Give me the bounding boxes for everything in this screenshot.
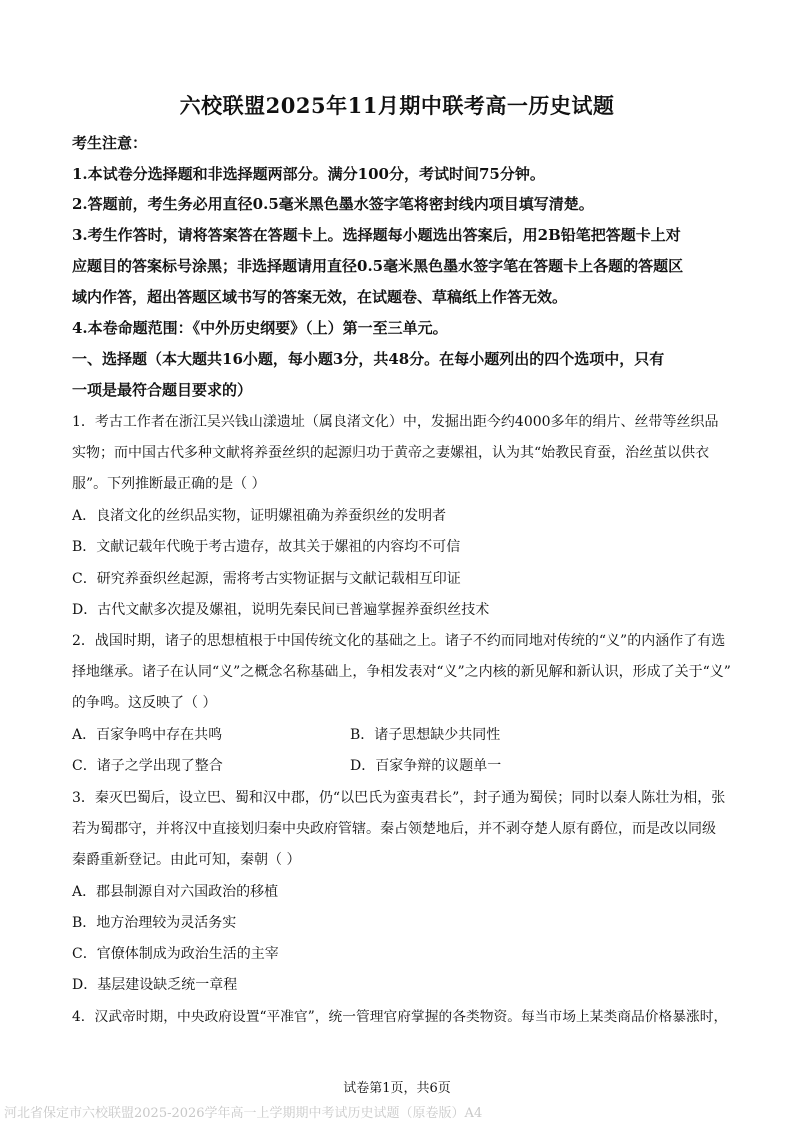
notice-item-3-cont2: 域内作答，超出答题区域书写的答案无效，在试题卷、草稿纸上作答无效。	[72, 288, 568, 306]
q2-option-c[interactable]: C．诸子之学出现了整合	[72, 758, 223, 774]
section-heading-cont: 一项是最符合题目要求的）	[72, 381, 253, 399]
q2-option-a[interactable]: A．百家争鸣中存在共鸣	[72, 727, 223, 743]
q1-option-c[interactable]: C．研究养蚕织丝起源，需将考古实物证据与文献记载相互印证	[72, 571, 461, 587]
page-footer: 试卷第1页，共6页	[343, 1081, 451, 1096]
notice-heading: 考生注意：	[72, 134, 148, 152]
q2-stem-line: 2．战国时期，诸子的思想植根于中国传统文化的基础之上。诸子不约而同地对传统的“义”的内涵作了有选	[72, 633, 726, 649]
q2-stem-line: 的争鸣。这反映了（ ）	[72, 695, 217, 711]
q3-stem-line: 若为蜀郡守，并将汉中直接划归秦中央政府管辖。秦占领楚地后，并不剥夺楚人原有爵位，而是改以同级	[72, 821, 716, 837]
q3-option-a[interactable]: A．郡县制源自对六国政治的移植	[72, 884, 279, 900]
notice-item-3-cont: 应题目的答案标号涂黑；非选择题请用直径0.5毫米黑色墨水签字笔在答题卡上各题的答题区	[72, 257, 684, 275]
section-heading: 一、选择题（本大题共16小题，每小题3分，共48分。在每小题列出的四个选项中，只有	[72, 350, 665, 368]
q1-option-d[interactable]: D．古代文献多次提及嫘祖，说明先秦民间已普遍掌握养蚕织丝技术	[72, 602, 490, 618]
q3-stem-line: 3．秦灭巴蜀后，设立巴、蜀和汉中郡，仍“以巴氏为蛮夷君长”，封子通为蜀侯；同时以秦人陈壮为相，张	[72, 790, 726, 806]
q3-option-c[interactable]: C．官僚体制成为政治生活的主宰	[72, 946, 279, 962]
q1-stem-line: 实物；而中国古代多种文献将养蚕丝织的起源归功于黄帝之妻嫘祖，认为其“始教民育蚕，治丝茧以供衣	[72, 445, 710, 461]
q1-option-b[interactable]: B．文献记载年代晚于考古遗存，故其关于嫘祖的内容均不可信	[72, 539, 461, 555]
q2-stem-line: 择地继承。诸子在认同“义”之概念名称基础上，争相发表对“义”之内核的新见解和新认识，形成了关于“义”	[72, 664, 731, 680]
q2-option-b[interactable]: B．诸子思想缺少共同性	[350, 727, 501, 743]
q1-stem-line: 服”。下列推断最正确的是（ ）	[72, 476, 266, 492]
notice-item-1: 1.本试卷分选择题和非选择题两部分。满分100分，考试时间75分钟。	[72, 165, 545, 183]
q3-option-b[interactable]: B．地方治理较为灵活务实	[72, 915, 237, 931]
q4-stem-line: 4．汉武帝时期，中央政府设置“平准官”，统一管理官府掌握的各类物资。每当市场上某类商品价格暴涨时，	[72, 1009, 728, 1025]
page-title: 六校联盟2025年11月期中联考高一历史试题	[179, 93, 615, 118]
notice-item-4: 4.本卷命题范围：《中外历史纲要》（上）第一至三单元。	[72, 319, 448, 337]
q1-option-a[interactable]: A．良渚文化的丝织品实物，证明嫘祖确为养蚕织丝的发明者	[72, 508, 447, 524]
q2-option-d[interactable]: D．百家争辩的议题单一	[350, 758, 502, 774]
watermark: 河北省保定市六校联盟2025-2026学年高一上学期期中考试历史试题（原卷版）A4	[4, 1106, 483, 1121]
q3-option-d[interactable]: D．基层建设缺乏统一章程	[72, 977, 238, 993]
q1-stem-line: 1．考古工作者在浙江吴兴钱山漾遗址（属良渚文化）中，发掘出距今约4000多年的绢片、丝带等丝织品	[72, 414, 719, 430]
notice-item-3: 3.考生作答时，请将答案答在答题卡上。选择题每小题选出答案后，用2B铅笔把答题卡上对	[72, 226, 681, 244]
q3-stem-line: 秦爵重新登记。由此可知，秦朝（ ）	[72, 852, 301, 868]
notice-item-2: 2.答题前，考生务必用直径0.5毫米黑色墨水签字笔将密封线内项目填写清楚。	[72, 195, 594, 213]
